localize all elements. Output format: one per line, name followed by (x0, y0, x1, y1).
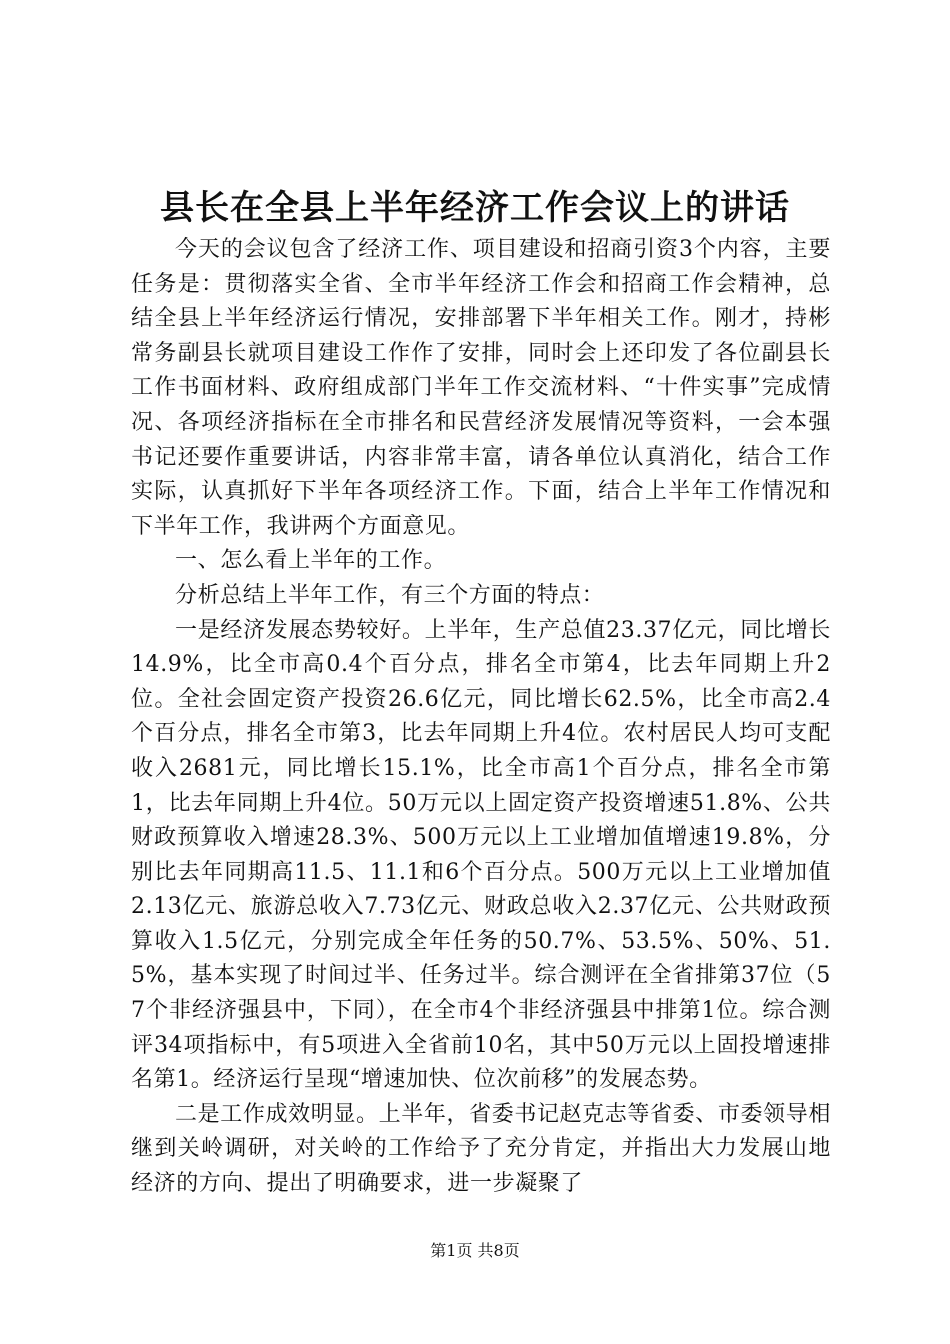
paragraph-economic-trend: 一是经济发展态势较好。上半年，生产总值23.37亿元，同比增长14.9%，比全市高0.4个百分点，排名全市第4，比去年同期上升2位。全社会固定资产投资26.6亿元，同比增长62.5%，比全市高2.4个百分点，排名全市第3，比去年同期上升4位。农村居民人均可支配收入2681元，同比增长15.1%，比全市高1个百分点，排名全市第1，比去年同期上升4位。50万元以上固定资产投资增速51.8%、公共财政预算收入增速28.3%、500万元以上工业增加值增速19.8%，分别比去年同期高11.5、11.1和6个百分点。500万元以上工业增加值2.13亿元、旅游总收入7.73亿元、财政总收入2.37亿元、公共财政预算收入1.5亿元，分别完成全年任务的50.7%、53.5%、50%、51.5%，基本实现了时间过半、任务过半。综合测评在全省排第37位（57个非经济强县中，下同），在全市4个非经济强县中排第1位。综合测评34项指标中，有5项进入全省前10名，其中50万元以上固投增速排名第1。经济运行呈现“增速加快、位次前移”的发展态势。 (131, 617, 831, 1093)
page-number-footer: 第1页 共8页 (430, 1241, 520, 1260)
paragraph-intro: 今天的会议包含了经济工作、项目建设和招商引资3个内容，主要任务是：贯彻落实全省、全市半年经济工作会和招商工作会精神，总结全县上半年经济运行情况，安排部署下半年相关工作。刚才，持彬常务副县长就项目建设工作作了安排，同时会上还印发了各位副县长工作书面材料、政府组成部门半年工作交流材料、“十件实事”完成情况、各项经济指标在全市排名和民营经济发展情况等资料，一会本强书记还要作重要讲话，内容非常丰富，请各单位认真消化，结合工作实际，认真抓好下半年各项经济工作。下面，结合上半年工作情况和下半年工作，我讲两个方面意见。 (131, 237, 831, 539)
paragraph-work-results: 二是工作成效明显。上半年，省委书记赵克志等省委、市委领导相继到关岭调研，对关岭的工作给予了充分肯定，并指出大力发展山地经济的方向、提出了明确要求，进一步凝聚了 (131, 1101, 831, 1197)
document-body (131, 233, 831, 1202)
paragraph-summary-lead: 分析总结上半年工作，有三个方面的特点： (175, 582, 605, 608)
section-heading-1: 一、怎么看上半年的工作。 (175, 548, 447, 574)
document-title: 县长在全县上半年经济工作会议上的讲话 (160, 188, 790, 228)
